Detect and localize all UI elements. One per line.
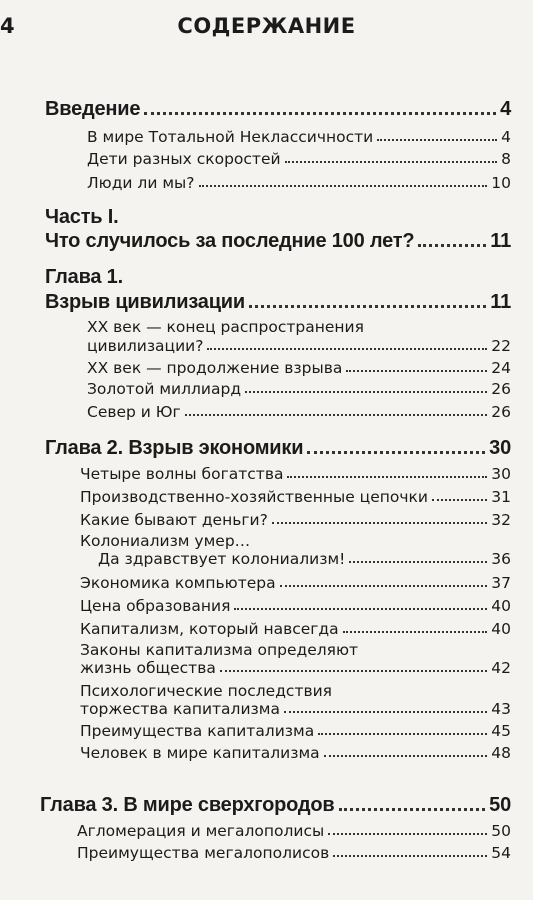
entry-page: 48 [491,744,511,762]
entry-title: цивилизации? [87,337,204,355]
entry-page: 26 [491,380,511,398]
entry-title: В мире Тотальной Неклассичности [87,128,374,146]
dot-leader [339,807,486,811]
dot-leader [284,710,487,713]
dot-leader [349,560,487,563]
entry-title-line: Психологические последствия [80,682,333,700]
entry-title: Какие бывают деньги? [80,511,268,529]
toc-entry [87,174,511,192]
dot-leader [207,347,487,350]
dot-leader [432,498,487,501]
entry-page: 36 [491,550,511,568]
dot-leader [333,854,487,857]
entry-title: Человек в мире капитализма [80,744,320,762]
entry-page: 22 [491,337,511,355]
entry-title: Что случилось за последние 100 лет? [45,230,415,252]
toc-entry [80,659,511,677]
entry-page: 37 [491,574,511,592]
toc-entry [87,359,511,377]
entry-title: Капитализм, который навсегда [80,620,339,638]
toc-entry-ch3 [40,794,511,817]
toc-entry [80,744,511,762]
entry-title: жизнь общества [80,659,216,677]
entry-title: Цена образования [80,597,231,615]
entry-page: 32 [491,511,511,529]
entry-page: 24 [491,359,511,377]
toc-entry [80,465,511,483]
dot-leader [234,607,487,610]
entry-page: 11 [490,291,511,313]
dot-leader [287,475,487,478]
toc-entry [80,722,511,740]
toc-entry [80,700,511,718]
entry-title: Преимущества мегалополисов [77,844,330,862]
dot-leader [346,369,487,372]
dot-leader [185,413,488,416]
entry-page: 30 [489,437,511,459]
entry-title: Да здравствует колониализм! [98,550,346,568]
entry-page: 43 [491,700,511,718]
entry-page: 30 [491,465,511,483]
entry-title: Золотой миллиард [87,380,242,398]
dot-leader [318,732,487,735]
toc-entry [80,574,511,592]
toc-entry [80,488,511,506]
entry-title: Взрыв цивилизации [45,291,245,313]
dot-leader [272,521,487,524]
toc-entry [87,380,511,398]
entry-title-line: Законы капитализма определяют [80,641,359,659]
entry-page: 31 [491,488,511,506]
entry-title: Экономика компьютера [80,574,276,592]
entry-title: торжества капитализма [80,700,280,718]
page-number: 4 [0,14,15,38]
toc-entry [80,597,511,615]
entry-title: Четыре волны богатства [80,465,284,483]
entry-page: 8 [501,150,511,168]
entry-title: Дети разных скоростей [87,150,281,168]
toc-entry [87,337,511,355]
entry-page: 26 [491,403,511,421]
part-label: Часть I. [45,206,119,228]
entry-page: 54 [491,844,511,862]
dot-leader [220,669,487,672]
toc-entry [80,511,511,529]
toc-entry-ch1 [45,291,511,314]
entry-page: 4 [501,128,511,146]
toc-entry [87,150,511,168]
page-title: СОДЕРЖАНИЕ [177,14,356,38]
entry-title: Преимущества капитализма [80,722,315,740]
entry-title: XX век — продолжение взрыва [87,359,343,377]
entry-title: Агломерация и мегалополисы [77,822,325,840]
toc-entry [77,844,511,862]
toc-entry [87,128,511,146]
dot-leader [324,754,488,757]
dot-leader [328,832,487,835]
entry-title: Введение [45,98,141,120]
dot-leader [245,390,487,393]
dot-leader [285,160,498,163]
entry-page: 50 [489,794,511,816]
toc-entry [77,822,511,840]
entry-title-line: Колониализм умер… [80,532,251,550]
dot-leader [343,630,488,633]
toc-entry-ch2 [45,437,511,460]
entry-page: 45 [491,722,511,740]
dot-leader [377,138,497,141]
entry-title: Люди ли мы? [87,174,195,192]
toc-entry-part1 [45,230,511,253]
dot-leader [199,184,488,187]
entry-page: 10 [491,174,511,192]
dot-leader [418,243,486,247]
entry-title: Производственно-хозяйственные цепочки [80,488,428,506]
toc-entry [80,620,511,638]
chapter-label: Глава 1. [45,266,123,288]
toc-entry-intro [45,98,511,121]
entry-page: 4 [500,98,511,120]
toc-entry [98,550,511,568]
entry-page: 50 [491,822,511,840]
dot-leader [307,450,485,454]
entry-page: 11 [490,230,511,252]
entry-title-line: XX век — конец распространения [87,318,364,336]
toc-entry [87,403,511,421]
dot-leader [144,111,496,115]
entry-page: 40 [491,597,511,615]
entry-title: Север и Юг [87,403,181,421]
entry-page: 42 [491,659,511,677]
entry-title: Глава 2. Взрыв экономики [45,437,304,459]
dot-leader [249,304,486,308]
entry-page: 40 [491,620,511,638]
entry-title: Глава 3. В мире сверхгородов [40,794,335,816]
dot-leader [280,584,488,587]
